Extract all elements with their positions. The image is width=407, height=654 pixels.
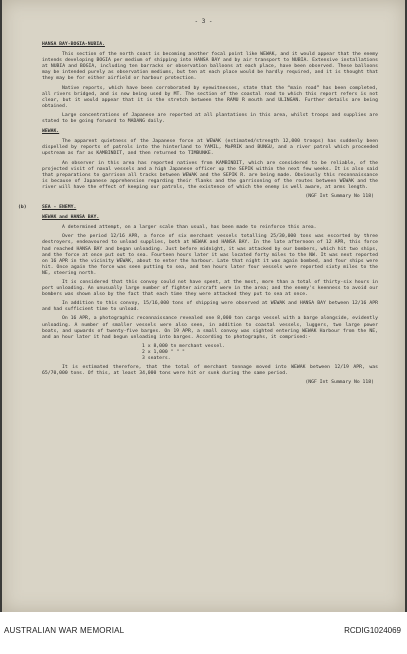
page-number: - 3 -	[194, 18, 213, 25]
paragraph: Native reports, which have been corroborated by eyewitnesses, state that the “main road” has been completed, all rivers bridged, and is now being used by MT. The section of the coastal road to which this report refers is not clear, but it would appear that it is the stretch between the RAMU R mouth and ULINGAN. Further details are being obtained.	[42, 85, 378, 109]
vessel-list	[142, 344, 378, 362]
paragraph: This section of the north coast is becoming another focal point like WEWAK, and it would appear that the enemy intends developing BOGIA per medium of shipping into HANSA BAY and by air transport to NUBIA. Extensive installations at NUBIA and BOGIA, including ten barracks or observation balloons at each place, have been observed. These balloons may be intended purely as observation mediums, but ten at each place would be hardly required, and it is thought that they may be for either airfield or harbour protection.	[42, 52, 378, 82]
source-reference: (NGF Int Summary No 118)	[305, 380, 374, 386]
paragraph: It is considered that this convoy could not have spent, at the most, more than a total of thirty-six hours in port unloading. An unusually large number of fighter aircraft were in the area; and the enemy's keenness to avoid our bombers was shown also by the fact that each time they were attacked they put to sea at once.	[42, 280, 378, 298]
institution-label: AUSTRALIAN WAR MEMORIAL	[4, 626, 125, 635]
document-body	[18, 38, 378, 391]
section-marker: (b)	[18, 205, 27, 211]
paragraph: An observer in this area has reported natives from KAMBINDIT, which are considered to be reliable, of the projected visit of naval vessels and a high Japanese officer up the SEPIK within the next few weeks. It is also said that preparations to garrison all tracks between WEWAK and the SEPIK R. are being made. Obviously this reconnaissance is because of Japanese apprehension regarding their flanks and the garrisoning of the routes between WEWAK and the river will have the effect of keeping our patrols, the existence of which the enemy is well aware, at arms length.	[42, 160, 378, 190]
paragraph: On 16 APR, a photographic reconnaissance revealed one 8,000 ton cargo vessel with a barge alongside, evidently unloading. A number of smaller vessels were also seen, in addition to coastal vessels, luggers, two large power boats, and upwards of twenty-five barges. On 19 APR, a small convoy was sighted entering WEWAK Harbour from the NE, and an hour later it had begun unloading into barges. According to photographs, it comprised:-	[42, 316, 378, 340]
heading-wewak: WEWAK.	[42, 129, 60, 135]
paragraph: In addition to this convoy, 15/16,000 tons of shipping were observed at WEWAK and HANSA BAY between 12/16 APR and had sufficient time to unload.	[42, 301, 378, 313]
source-reference: (NGF Int Summary No 118)	[305, 193, 374, 199]
document-page	[2, 0, 405, 612]
paragraph: A determined attempt, on a larger scale than usual, has been made to reinforce this area.	[62, 225, 317, 231]
paragraph: Large concentrations of Japanese are reported at all plantations in this area, whilst troops and supplies are stated to be going forward to MADANG daily.	[42, 112, 378, 125]
paragraph: The apparent quietness of the Japanese force at WEWAK (estimated/strength 12,000 troops) has suddenly been dispelled by reports of patrols into the hinterland to YAMIL, MaPRIK and BUNGU, and a river patrol which proceeded upstream as far as KAMBINDIT, and then returned to TIMBUNKE.	[42, 139, 378, 157]
heading-wewak-hansa-bay: WEWAK and HANSA BAY.	[42, 215, 100, 221]
list-item: 2 x 1,000 " " "	[142, 349, 185, 355]
section-title: SEA - ENEMY.	[42, 205, 77, 211]
list-item: 1 x 8,000 tn merchant vessel.	[142, 343, 225, 349]
heading-hansa-bay: HANSA BAY-BOGIA-NUBIA.	[42, 42, 105, 47]
section-heading-row	[18, 205, 378, 211]
paragraph: Over the period 12/16 APR, a force of six merchant vessels totalling 25/30,000 tons was escorted by three destroyers, endeavoured to unload supplies, both at WEWAK and HANSA BAY. In the late afternoon of 12 APR, this force had reached HANSA BAY and began unloading. Just before midnight, it was attacked by our bombers, which hit two ships, and the force at once put out to sea. Fourteen hours later it was located forty miles to the NW. It was next reported on 16 APR in the vicinity WEWAK, about to enter the harbour. Late that night it was again bombed, and four ships were hit. Once again the force was seen putting to sea, and ten hours later four vessels were reported sixty miles to the NE, steering north.	[42, 234, 378, 276]
record-id: RCDIG1024069	[344, 626, 401, 635]
paragraph: It is estimated therefore, that the total of merchant tonnage moved into WEWAK between 12/19 APR, was 65/70,000 tons. Of this, at least 34,000 tons were hit or sunk during the same period.	[42, 365, 378, 377]
archive-footer	[0, 612, 407, 654]
list-item: 3 seaters.	[142, 356, 171, 362]
